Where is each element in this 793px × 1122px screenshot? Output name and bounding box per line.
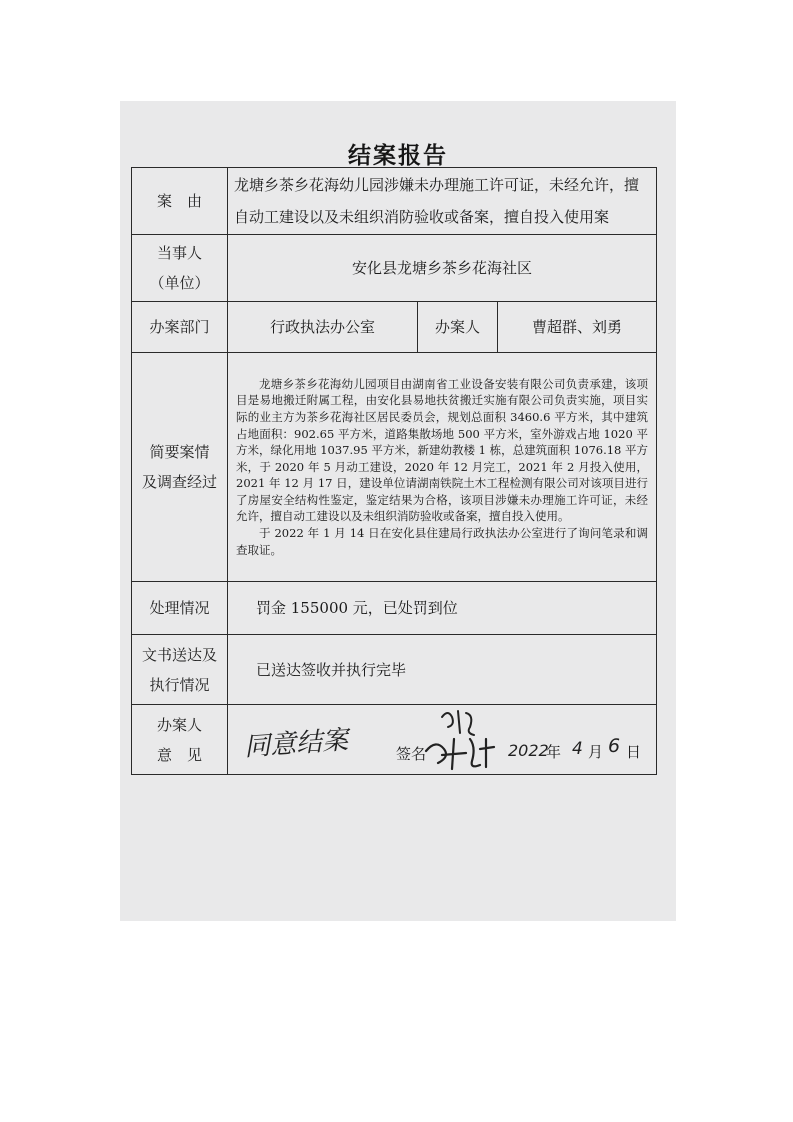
summary-label-line1: 简要案情 xyxy=(149,443,210,461)
party-label xyxy=(132,235,228,302)
party-text: 安化县龙塘乡茶乡花海社区 xyxy=(228,235,657,302)
summary-label xyxy=(132,353,228,582)
summary-paragraph-2: 于 2022 年 1 月 14 日在安化县住建局行政执法办公室进行了询问笔录和调查取证。 xyxy=(236,526,649,557)
delivery-label xyxy=(132,635,228,705)
party-label-line1: 当事人 xyxy=(156,244,202,262)
handling-label: 处理情况 xyxy=(132,582,228,635)
row-case-reason xyxy=(132,168,657,235)
summary-paragraph-1: 龙塘乡茶乡花海幼儿园项目由湖南省工业设备安装有限公司负责承建，该项目是易地搬迁附属工程，由安化县易地扶贫搬迁实施有限公司负责实施，项目实际的业主方为茶乡花海社区居民委员会，规划总面积 3460.6 平方米，其中建筑占地面积：902.65 平方米，道路集散场地 500 平方米，室外游戏占地 1020 平方米，绿化用地 1037.95 平方米，新建幼教楼 1 栋，总建筑面积 1076.18 平方米，于 2020 年 5 月动工建设，2020 年 12 月完工，2021 年 2 月投入使用，2021 年 12 月 17 日，建设单位请湖南铁院土木工程检测有限公司对该项目进行了房屋安全结构性鉴定，鉴定结果为合格，该项目涉嫌未办理施工许可证，未经允许，擅自动工建设以及未组织消防验收或备案，擅自投入使用。 xyxy=(236,376,649,524)
date-month: 4 xyxy=(572,739,583,759)
department-text: 行政执法办公室 xyxy=(228,302,418,353)
case-reason-label: 案 由 xyxy=(132,168,228,235)
summary-text xyxy=(228,353,657,582)
handling-text: 罚金 155000 元，已处罚到位 xyxy=(228,582,657,635)
case-reason-text: 龙塘乡茶乡花海幼儿园涉嫌未办理施工许可证，未经允许，擅自动工建设以及未组织消防验收或备案，擅自投入使用案 xyxy=(228,168,657,235)
row-summary xyxy=(132,353,657,582)
delivery-label-line2: 执行情况 xyxy=(149,675,210,694)
party-label-line2: （单位） xyxy=(149,274,210,292)
row-department xyxy=(132,302,657,353)
case-closing-table xyxy=(131,167,657,775)
row-delivery xyxy=(132,635,657,705)
document-photo xyxy=(120,101,676,921)
opinion-cell xyxy=(228,705,657,775)
date-day: 6 xyxy=(608,735,621,757)
handler-label: 办案人 xyxy=(418,302,498,353)
date-month-unit: 月 xyxy=(588,743,604,761)
row-party xyxy=(132,235,657,302)
handler-signature xyxy=(422,705,502,773)
delivery-text: 已送达签收并执行完毕 xyxy=(228,635,657,705)
handwritten-opinion: 同意结案 xyxy=(243,725,350,763)
opinion-label-line1: 办案人 xyxy=(156,715,202,734)
department-label: 办案部门 xyxy=(132,302,228,353)
sign-label: 签名 xyxy=(396,745,427,763)
date-year-unit: 年 xyxy=(546,743,562,761)
row-opinion xyxy=(132,705,657,775)
handler-text: 曹超群、刘勇 xyxy=(498,302,657,353)
opinion-label xyxy=(132,705,228,775)
date-year: 2022 xyxy=(508,741,549,760)
delivery-label-line1: 文书送达及 xyxy=(141,645,217,664)
row-handling xyxy=(132,582,657,635)
opinion-label-line2: 意 见 xyxy=(156,745,202,764)
page-title: 结案报告 xyxy=(348,142,448,169)
date-day-unit: 日 xyxy=(626,743,642,761)
summary-label-line2: 及调查经过 xyxy=(141,473,217,491)
